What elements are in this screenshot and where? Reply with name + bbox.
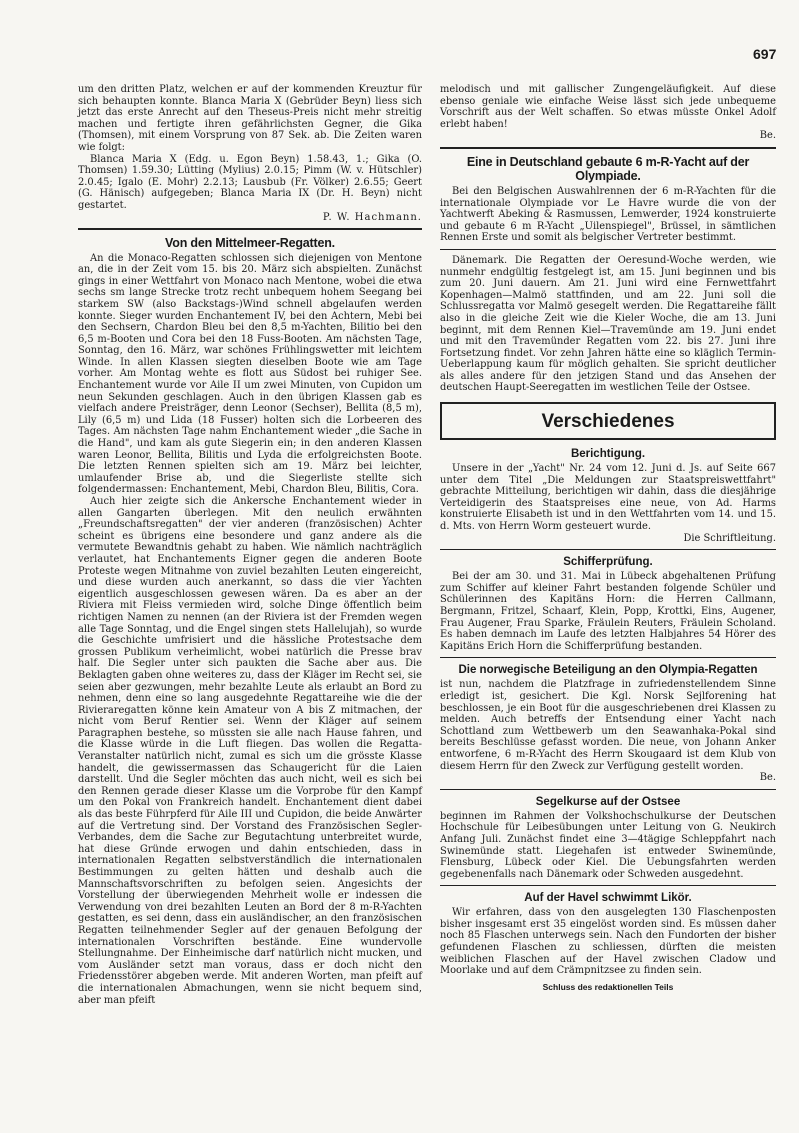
schiffer-title: Schifferprüfung. (563, 556, 653, 569)
section-box-verschiedenes: Verschiedenes (440, 402, 776, 440)
olympia-paragraph: Bei den Belgischen Auswahlrennen der 6 m-R-Yachten für die internationale Olympiade vor Le Havre wurde die von der Yachtwerft Abeking & Rasmussen, Lemwerder, 1924 konstruierte und gebaute 6 m R-Yacht „Uilenspiegel", Brüssel, in sämtlichen Rennen Erste und somit als belgischer Vertreter bestimmt. (440, 185, 776, 244)
signature: P. W. Hachmann. (322, 211, 422, 223)
havel-title: Auf der Havel schwimmt Likör. (524, 892, 692, 905)
section-divider (78, 228, 422, 230)
havel-paragraph: Wir erfahren, dass von den ausgelegten 130 Flaschenposten bisher insgesamt erst 35 eingelöst worden sind. Es müssen daher noch 85 Flaschen unterwegs sein. Nach den Fundorten der bisher gefundenen Flaschen zu schliessen, dürften die meisten weiblichen Flaschen auf der Havel zwischen Cladow und Moorlake und auf dem Crämpnitzsee zu finden sein. (440, 907, 776, 977)
berichtigung-sign: Die Schriftleitung. (683, 532, 776, 544)
divider-norweg (440, 657, 776, 658)
footer-note: Schluss des redaktionellen Teils (542, 981, 674, 992)
results-paragraph: Blanca Maria X (Edg. u. Egon Beyn) 1.58.43, 1.; Gika (O. Thomsen) 1.59.30; Lütting (Mylius) 2.0.15; Pimm (W. v. Hütschler) 2.0.45; Igalo (E. Mohr) 2.2.13; Lausbub (Fr. Völker) 2.6.55; Geert (G. Hänisch) aufgegeben; Blanca Maria IX (Dr. H. Beyn) nicht gestartet. (78, 153, 422, 211)
mittelmeer-paragraph-2: Auch hier zeigte sich die Ankersche Enchantement wieder in allen Gangarten überlegen. Mit den neulich erwähnten „Freundschaftsregatten" der vier anderen (französischen) Achter scheint es übrigens eine besondere und ganz andere als die vermutete Bewandtnis gehabt zu haben. Wie nämlich nachträglich verlautet, hat Enchantements Eigner gegen die anderen Boote Proteste wegen Mitnahme von zuviel bezahlten Leuten eingereicht, und diese wurden auch anerkannt, so dass die vier Yachten eigentlich ausgeschlossen gewesen wären. Da es aber an der Riviera mit Fleiss vermieden wird, solche Dinge öffentlich beim richtigen Namen zu nennen (an der Riviera ist der Fremden wegen alle Tage Sonntag, und die Engel singen stets Hallelujah), so wurde die Geschichte umfrisiert und die hässliche Protestsache dem grossen Publikum verheimlicht, wobei natürlich die Presse brav half. Die Segler unter sich paukten die Sache aber aus. Die Beklagten gaben ohne weiteres zu, dass der Kläger im Recht sei, sie seien aber gezwungen, mehr bezahlte Leute als erlaubt an Bord zu nehmen, denn eine so lang ausgedehnte Regattareihe wie die der Rivieraregatten könne kein Amateur von A bis Z mitmachen, der nicht vom Beruf Rentier sei. Wenn der Kläger auf seinem Paragraphen bestehe, so müssten sie alle nach Hause fahren, und die Klasse würde in die Luft fliegen. Das wollen die Regatta-Veranstalter natürlich nicht, zumal es sich um die grösste Klasse handelt, die gewissermassen das Schaugericht für die Laien darstellt. Und die Segler möchten das auch nicht, weil es sich bei den Rennen gerade dieser Klasse um die Vorprobe für den Kampf um den Pokal von Frankreich handelt. Enchantement dient dabei als das beste Führpferd für Aile III und Cupidon, die beide Anwärter auf die Vertretung sind. Der Vorstand des Französischen Segler-Verbandes, dem die Sache zur Begutachtung unterbreitet wurde, hat diese Gründe erwogen und dahin entschieden, dass in internationalen Regatten selbstverständlich die internationalen Bestimmungen zu gelten hätten und deshalb auch die Mannschaftsvorschriften zu befolgen seien. Angesichts der Vorstellung der überwiegenden Mehrheit wolle er indessen die Verwendung von drei bezahlten Leuten an Bord der 8 m-R-Yachten gestatten, es sei denn, dass ein ausländischer, an den französischen Regatten teilnehmender Segler auf der genauen Befolgung der internationalen Vorschriften bestände. Eine wundervolle Stellungnahme. Der Einheimische darf natürlich nicht mucken, und vom Ausländer setzt man voraus, dass er doch nicht den Friedensstörer abgeben werde. Mit anderen Worten, man pfeift auf die internationalen Abmachungen, wenn sie nicht bequem sind, aber man pfeift (78, 496, 422, 1006)
denmark-paragraph: Dänemark. Die Regatten der Oeresund-Woche werden, wie nunmehr endgültig festgelegt ist, am 15. Juni beginnen und bis zum 20. Juni dauern. Am 21. Juni wird eine Fernwettfahrt Kopenhagen—Malmö stattfinden, und am 22. Juni soll die Schlussregatta vor Malmö gesegelt werden. Die Regattareihe fällt also in die gleiche Zeit wie die Kieler Woche, die am 13. Juni beginnt, mit dem Rennen Kiel—Travemünde am 19. Juni endet und mit den Travemünder Regatten vom 22. bis 27. Juni ihre Fortsetzung findet. Vor zehn Jahren hätte eine so kläglich Termin-Ueberlappung kaum für möglich gehalten. Sie spricht deutlicher als alles andere für den jetzigen Stand und das Ansehen der deutschen Haupt-Seeregatten im westlichen Teile der Ostsee. (440, 254, 776, 394)
divider-havel (440, 885, 776, 886)
page-number: 697 (753, 46, 777, 62)
right-column (440, 84, 776, 992)
divider-denmark (440, 249, 776, 250)
schiffer-paragraph: Bei der am 30. und 31. Mai in Lübeck abgehaltenen Prüfung zum Schiffer auf kleiner Fahrt bestanden folgende Schüler und Schülerinnen des Kapitäns Horn: die Herren Callmann, Bergmann, Fritzel, Schaarf, Klein, Popp, Krottki, Eins, Augener, Frau Augener, Frau Sparke, Fräulein Reuters, Fräulein Scholand. Es haben demnach im Laufe des letzten Halbjahres 54 Hörer des Kapitäns Erich Horn die Schifferprüfung bestanden. (440, 571, 776, 652)
mittelmeer-paragraph-1: An die Monaco-Regatten schlossen sich diejenigen von Mentone an, die in der Zeit vom 15. bis 20. März sich abspielten. Zunächst gings in einer Wettfahrt von Monaco nach Mentone, wobei die etwa sechs sm lange Strecke trotz recht unbequem hohem Seegang bei starkem SW (also Backstags-)Wind schnell abgelaufen werden konnte. Sieger wurden Enchantement IV, bei den Achtern, Mebi bei den Sechsern, Chardon Bleu bei den 8,5 m-Yachten, Bilitio bei den 6,5 m-Booten und Cora bei den 18 Fuss-Booten. Am nächsten Tage, Sonntag, den 16. März, war schönes Frühlingswetter mit leichtem Winde. In allen Klassen siegten dieselben Boote wie am Tage vorher. Am Montag wehte es flott aus Südost bei ruhiger See. Enchantement wurde vor Aile II um zwei Minuten, von Cupidon um neun Sekunden geschlagen. Auch in den übrigen Klassen gab es vielfach andere Preisträger, denn Leonor (Sechser), Bellita (8,5 m), Lily (6,5 m) und Lida (18 Fusser) holten sich die Lorbeeren des Tages. Am nächsten Tage nahm Enchantement wieder „die Sache in die Hand", und kam als gute Siegerin ein; in den anderen Klassen waren Leonor, Bellita, Bilitis und Lyda die erfolgreichsten Boote. Die letzten Rennen spielten sich am 19. März bei leichter, umlaufender Brise ab, und die Siegerliste stellte sich folgendermassen: Enchantement, Mebi, Chardon Bleu, Bilitis, Cora. (78, 252, 422, 496)
section-title-mittelmeer: Von den Mittelmeer-Regatten. (165, 235, 335, 250)
segel-title: Segelkurse auf der Ostsee (535, 795, 681, 808)
continuation-sign: Be. (759, 130, 776, 142)
left-column (78, 84, 422, 1006)
norweg-sign: Be. (759, 772, 776, 784)
continuation-paragraph: melodisch und mit gallischer Zungengeläufigkeit. Auf diese ebenso geniale wie einfache Weise lässt sich jede unbequeme Vorschrift aus der Welt schaffen. So etwas müsste Onkel Adolf erlebt haben! (440, 84, 776, 130)
divider-olympia (440, 147, 776, 149)
norweg-title: Die norwegische Beteiligung an den Olympia-Regatten (458, 664, 758, 677)
berichtigung-paragraph: Unsere in der „Yacht" Nr. 24 vom 12. Juni d. Js. auf Seite 667 unter dem Titel „Die Meldungen zur Staatspreiswettfahrt" gebrachte Mitteilung, berichtigen wir dahin, dass die diesjährige Verteidigerin des Staatspreises eine neue, von Ad. Harms konstruierte Elisabeth ist und in den Wettfahrten vom 14. und 15. d. Mts. von Herrn Worm gesteuert wurde. (440, 463, 776, 533)
norweg-paragraph: ist nun, nachdem die Platzfrage in zufriedenstellendem Sinne erledigt ist, gesichert. Die Kgl. Norsk Sejlforening hat beschlossen, je ein Boot für die ausgeschriebenen drei Klassen zu melden. Auch betreffs der Entsendung einer Yacht nach Schottland zum Wettbewerb um den Seawanhaka-Pokal sind bereits Beschlüsse gefasst worden. Die neue, von Johann Anker entworfene, 6 m-R-Yacht des Herrn Skougaard ist dem Klub von diesem Herrn für den Zweck zur Verfügung gestellt worden. (440, 679, 776, 772)
divider-schiffer (440, 549, 776, 550)
berichtigung-title: Berichtigung. (570, 448, 646, 461)
segel-paragraph: beginnen im Rahmen der Volkshochschulkurse der Deutschen Hochschule für Leibesübungen unter Leitung von G. Neukirch Anfang Juli. Zunächst findet eine 3—4tägige Schleppfahrt nach Swinemünde statt. Liegehafen ist entweder Swinemünde, Flensburg, Lübeck oder Kiel. Die Uebungsfahrten werden gegebenenfalls nach Dänemark oder Schweden ausgedehnt. (440, 810, 776, 880)
divider-segel (440, 789, 776, 790)
intro-paragraph: um den dritten Platz, welchen er auf der kommenden Kreuztur für sich behaupten konnte. Blanca Maria X (Gebrüder Beyn) liess sich jetzt das erste Anrecht auf den Theseus-Preis nicht mehr streitig machen und fertigte ihren gefährlichsten Gegner, die Gika (Thomsen), mit einem Vorsprung von 87 Sek. ab. Die Zeiten waren wie folgt: (78, 84, 422, 153)
olympia-title: Eine in Deutschland gebaute 6 m-R-Yacht auf der Olympiade. (466, 154, 750, 183)
